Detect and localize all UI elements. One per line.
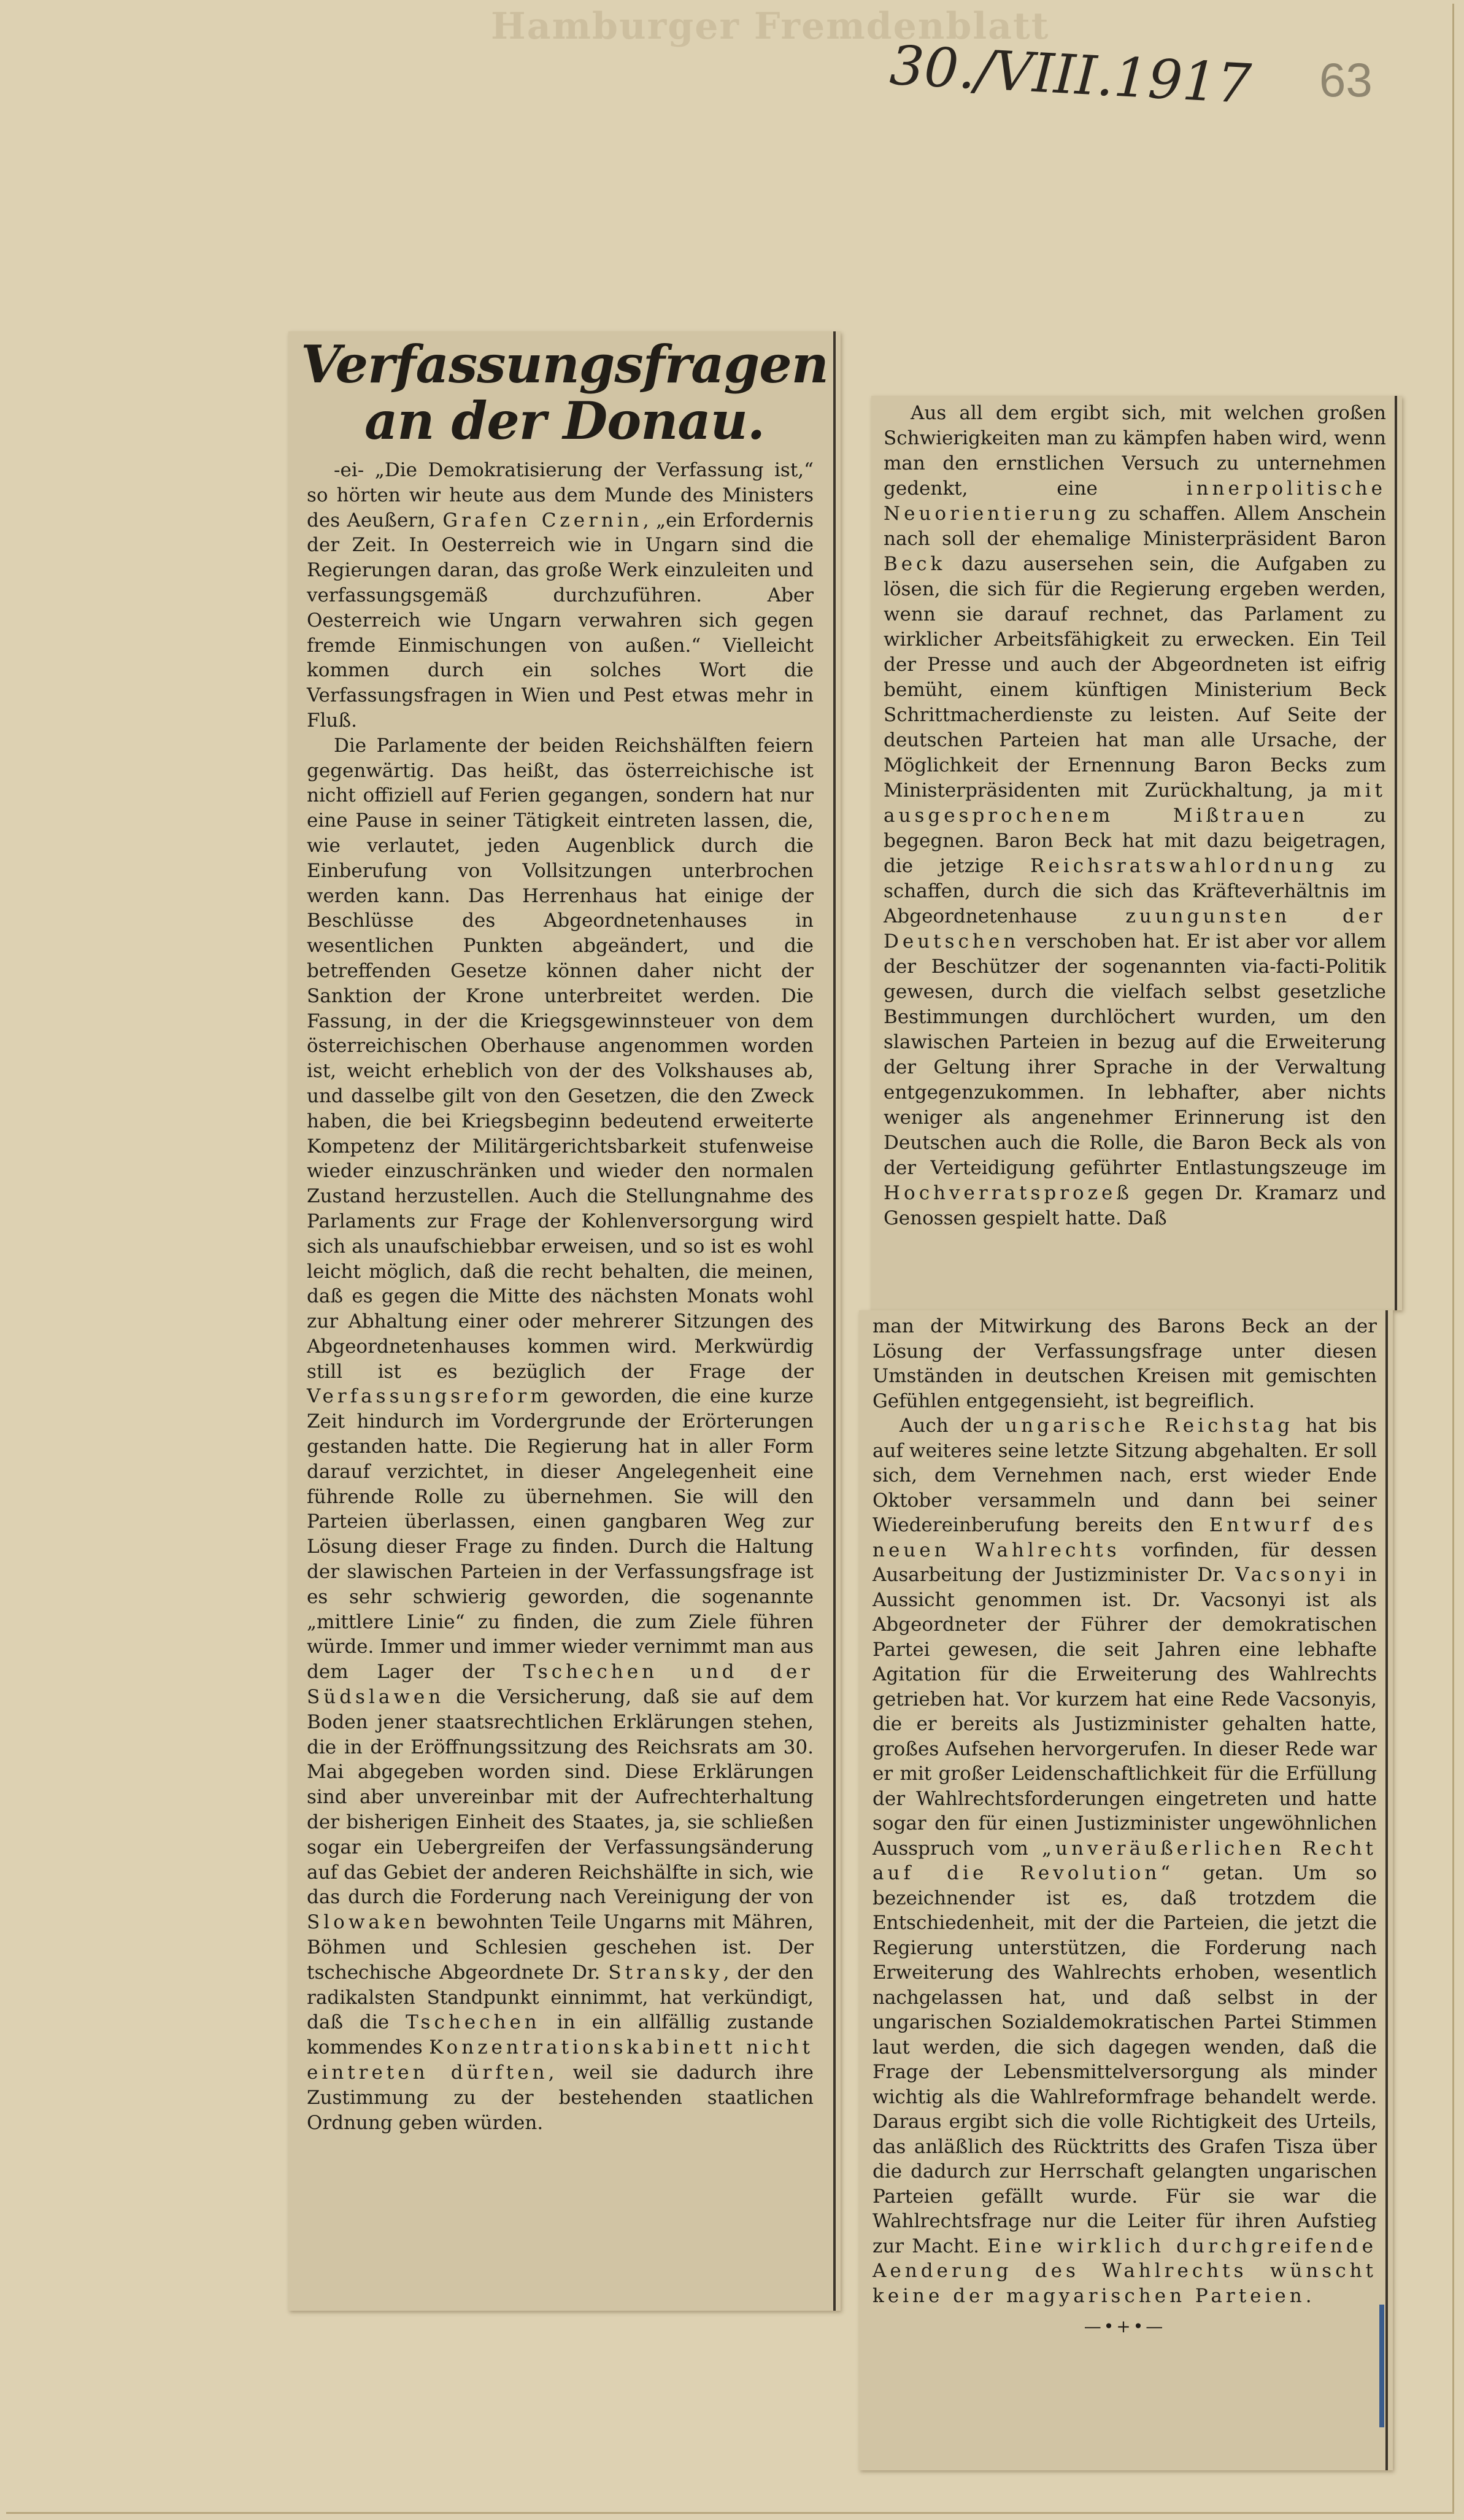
paragraph-3-continued: man der Mitwirkung des Barons Beck an der Lösung der Verfassungsfrage unter diesen Umständen in deutschen Kreisen mit gemischten Gefühlen entgegensieht, ist begreiflich. bbox=[873, 1315, 1377, 1412]
folio-number: 63 bbox=[1319, 53, 1373, 107]
column-rule bbox=[833, 331, 836, 2311]
text-run: zu schaffen. Allem Anschein nach soll der ehemalige Ministerpräsident Baron bbox=[884, 503, 1386, 550]
end-ornament: —•+•— bbox=[1084, 2316, 1166, 2336]
clipping-column-3 bbox=[859, 1310, 1393, 2470]
text-run: zu schaffen, durch die sich das Kräfteverhältnis im Abgeordnetenhause bbox=[884, 855, 1386, 927]
clipping-column-2 bbox=[871, 396, 1402, 1310]
spaced-term: Verfassungsreform bbox=[307, 1385, 552, 1408]
text-run: in ein allfällig zustande kommendes bbox=[307, 2011, 814, 2059]
column-rule bbox=[1385, 1310, 1388, 2470]
text-run: zu begegnen. Baron Beck hat mit dazu beigetragen, die jetzige bbox=[884, 805, 1386, 877]
text-run: in Aussicht genommen ist. Dr. Vacsonyi ist als Abgeordneter der Führer der demokratischen Partei gewesen, die seit Jahren eine lebhafte Agitation für die Erweiterung des Wahlrechts getrieben hat. Vor kurzem hat eine Rede Vacsonyis, die er bereits als Justizminister gehalten hatte, großes Aufsehen hervorgerufen. In dieser Rede war er mit großer Leidenschaftlichkeit für die Erfüllung der Wahlrechtsforderungen eingetreten und hatte sogar den für einen Justizminister ungewöhnlichen Ausspruch vom bbox=[873, 1564, 1377, 1860]
spaced-term: Hochverratsprozeß bbox=[884, 1182, 1133, 1204]
text-run: gegen Dr. Kramarz und Genossen gespielt hatte. Daß bbox=[884, 1182, 1386, 1229]
spaced-term: Stransky bbox=[608, 1961, 723, 1984]
text-run: Auch der bbox=[900, 1415, 1006, 1437]
spaced-term: Entwurf des neuen Wahlrechts bbox=[873, 1514, 1377, 1561]
paragraph-2 bbox=[307, 733, 814, 2136]
text-run: verschoben hat. Er ist aber vor allem der Beschützer der sogenannten via-facti-Politik gewesen, durch die vielfach selbst gesetzliche Bestimmungen durchlöchert wurden, um den slawischen Parteien in bezug auf die Erweiterung der Geltung ihrer Sprache in der Verwaltung entgegenzukommen. In lebhafter, aber nichts weniger als angenehmer Erinnerung ist den Deutschen auch die Rolle, die Baron Beck als von der Verteidigung geführter Entlastungszeuge im bbox=[884, 930, 1386, 1179]
text-run: geworden, die eine kurze Zeit hindurch im Vordergrunde der Erörterungen gestanden hatte. Die Regierung hat in aller Form darauf verzichtet, in dieser Angelegenheit eine führende Rolle zu übernehmen. Sie will den Parteien überlassen, einen gangbaren Weg zur Lösung dieser Frage zu finden. Durch die Haltung der slawischen Parteien in der Verfassungsfrage ist es sehr schwierig geworden, die sogenannte „mittlere Linie“ zu finden, die zum Ziele führen würde. Immer und immer wieder vernimmt man aus dem Lager der bbox=[307, 1385, 814, 1683]
spaced-term: „unveräußerlichen Recht auf die Revolution“ bbox=[873, 1837, 1377, 1884]
article-body-col3 bbox=[859, 1310, 1393, 2340]
paragraph-1 bbox=[307, 458, 814, 733]
spaced-term: Eine wirklich durchgreifende Aenderung des Wahlrechts wünscht keine der magyarischen Parteien. bbox=[873, 2235, 1377, 2307]
text-run: bewohnten Teile Ungarns mit Mähren, Böhmen und Schlesien geschehen ist. Der tschechische Abgeordnete Dr. bbox=[307, 1911, 814, 1984]
text-run: die Versicherung, daß sie auf dem Boden jener staatsrechtlichen Erklärungen stehen, die in der Eröffnungssitzung des Reichsrats am 30. Mai abgegeben worden sind. Diese Erklärungen sind aber unvereinbar mit der Aufrechterhaltung der bisherigen Einheit des Staates, ja, sie schließen sogar ein Uebergreifen der Verfassungsänderung auf das Gebiet der anderen Reichshälfte in sich, wie das durch die Forderung nach Vereinigung der von bbox=[307, 1686, 814, 1909]
spaced-term: Vacsonyi bbox=[1235, 1564, 1349, 1586]
text-run: -ei- „Die Demokratisierung der Verfassung ist,“ so hörten wir heute aus dem Munde des Ministers des Aeußern, bbox=[307, 459, 814, 531]
spaced-term: Slowaken bbox=[307, 1911, 430, 1934]
text-run: Die Parlamente der beiden Reichshälften feiern gegenwärtig. Das heißt, das österreichische ist nicht offiziell auf Ferien gegangen, sondern hat nur eine Pause in seiner Tätigkeit eintreten lassen, die, wie verlautet, jeden Augenblick durch die Einberufung von Vollsitzungen unterbrochen werden kann. Das Herrenhaus hat einige der Beschlüsse des Abgeordnetenhauses in wesentlichen Punkten abgeändert, und die betreffenden Gesetze können daher nicht der Sanktion der Krone unterbreitet werden. Die Fassung, in der die Kriegsgewinnsteuer von dem österreichischen Oberhause angenommen worden ist, weicht erheblich von der des Volkshauses ab, und dasselbe gilt von den Gesetzen, die den Zweck haben, die bei Kriegsbeginn bedeutend erweiterte Kompetenz der Militärgerichtsbarkeit stufenweise wieder einzuschränken und wieder den normalen Zustand herzustellen. Auch die Stellungnahme des Parlaments zur Frage der Kohlenversorgung wird sich als unaufschiebbar erweisen, und so ist es wohl leicht möglich, daß die recht behalten, die meinen, daß es gegen die Mitte des nächsten Monats wohl zur Abhaltung einer oder mehrerer Sitzungen des Abgeordnetenhauses kommen wird. Merkwürdig still ist es bezüglich der Frage der bbox=[307, 734, 814, 1383]
text-run: getan. Um so bezeichnender ist es, daß trotzdem die Entschiedenheit, mit der die Parteien, die jetzt die Regierung unterstützen, die Forderung nach Erweiterung des Wahlrechts erhoben, wesentlich nachgelassen hat, und daß selbst in der ungarischen Sozialdemokratischen Partei Stimmen laut werden, die sich dagegen wenden, daß die Frage der Lebensmittelversorgung als minder wichtig als die Wahlreformfrage behandelt werde. Daraus ergibt sich die volle Richtigkeit des Urteils, das anläßlich des Rücktritts des Grafen Tisza über die dadurch zur Herrschaft gelangten ungarischen Parteien gefällt wurde. Für sie war die Wahlrechtsfrage nur die Leiter für ihren Aufstieg zur Macht. bbox=[873, 1862, 1377, 2257]
article-headline bbox=[288, 336, 841, 449]
paragraph-3 bbox=[884, 401, 1386, 1231]
text-run: , weil sie dadurch ihre Zustimmung zu der bestehenden staatlichen Ordnung geben würden. bbox=[307, 2062, 814, 2134]
text-run: dazu ausersehen sein, die Aufgaben zu lösen, die sich für die Regierung ergeben werden, wenn sie darauf rechnet, das Parlament zu wirklicher Arbeitsfähigkeit zu erwecken. Ein Teil der Presse und auch der Abgeordneten ist eifrig bemüht, einem künftigen Ministerium Beck Schrittmacherdienste zu leisten. Auf Seite der deutschen Parteien hat man alle Ursache, der Möglichkeit der Ernennung Baron Becks zum Ministerpräsidenten mit Zurückhaltung, ja bbox=[884, 553, 1386, 802]
spaced-term: Konzentrationskabinett nicht eintreten dürften bbox=[307, 2036, 814, 2084]
text-run: , der den radikalsten Standpunkt einnimmt, hat verkündigt, daß die bbox=[307, 1961, 814, 2034]
spaced-name: Grafen Czernin bbox=[442, 509, 643, 531]
article-body-col1 bbox=[288, 458, 841, 2135]
spaced-term: innerpolitische Neuorientierung bbox=[884, 477, 1386, 525]
clipping-column-1 bbox=[288, 331, 841, 2311]
newspaper-stamp: Hamburger Fremdenblatt bbox=[491, 5, 1050, 48]
text-run: hat bis auf weiteres seine letzte Sitzung abgehalten. Er soll sich, dem Vernehmen nach, erst wieder Ende Oktober versammeln und dann bei seiner Wiedereinberufung bereits den bbox=[873, 1415, 1377, 1536]
spaced-term: Tschechen und der Südslawen bbox=[307, 1661, 814, 1709]
article-body-col2 bbox=[871, 396, 1402, 1231]
paragraph-4 bbox=[873, 1413, 1377, 2308]
spaced-term: Reichsratswahlordnung bbox=[1030, 855, 1338, 877]
spaced-term: zuungunsten der Deutschen bbox=[884, 905, 1386, 953]
spaced-term: Tschechen bbox=[406, 2011, 541, 2034]
spaced-term: ungarische Reichstag bbox=[1005, 1415, 1294, 1437]
headline-line-2: an der Donau. bbox=[364, 390, 765, 451]
spaced-term: mit ausgesprochenem Mißtrauen bbox=[884, 779, 1386, 827]
headline-line-1: Verfassungsfragen bbox=[301, 334, 828, 395]
text-run: Aus all dem ergibt sich, mit welchen großen Schwierigkeiten man zu kämpfen haben wird, wenn man den ernstlichen Versuch zu unternehmen gedenkt, eine bbox=[884, 402, 1386, 500]
handwritten-date: 30./VIII.1917 bbox=[888, 33, 1253, 116]
column-rule bbox=[1395, 396, 1397, 1310]
spaced-term: Beck bbox=[884, 553, 946, 575]
blue-pencil-mark bbox=[1379, 2305, 1384, 2427]
text-run: , „ein Erfordernis der Zeit. In Oesterreich wie in Ungarn sind die Regierungen daran, das große Werk einzuleiten und verfassungsgemäß durchzuführen. Aber Oesterreich wie Ungarn verwahren sich gegen fremde Einmischungen von außen.“ Vielleicht kommen durch ein solches Wort die Verfassungsfragen in Wien und Pest etwas mehr in Fluß. bbox=[307, 509, 814, 732]
text-run: vorfinden, für dessen Ausarbeitung der Justizminister Dr. bbox=[873, 1539, 1377, 1586]
